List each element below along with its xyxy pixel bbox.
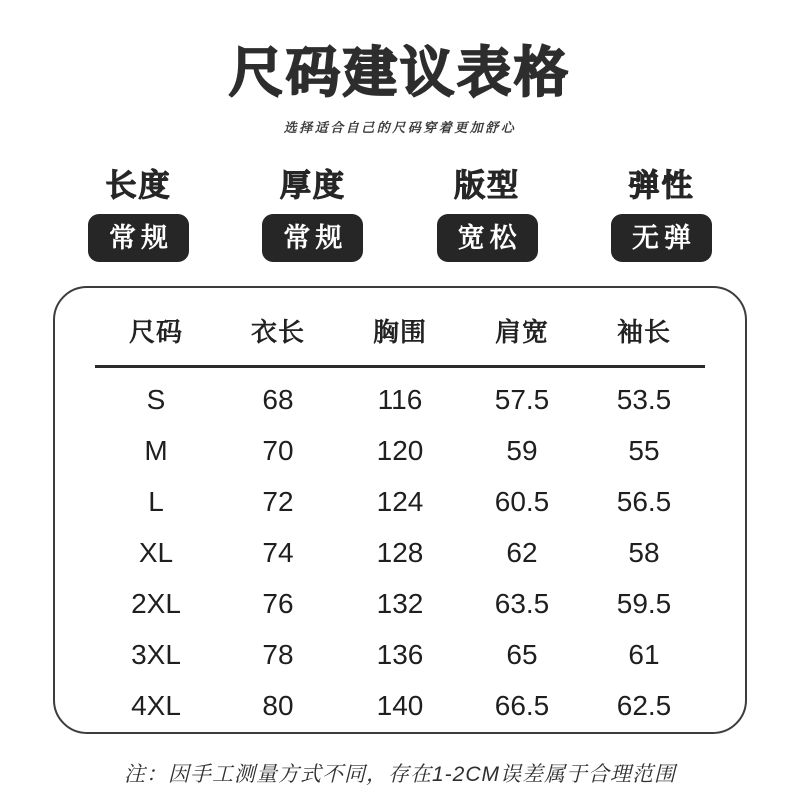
size-label-cell: XL (138, 537, 174, 569)
size-table-body (95, 367, 705, 732)
measurement-cell: 132 (376, 588, 424, 620)
size-table-header (95, 288, 705, 367)
size-label-cell: L (148, 486, 164, 518)
page-subtitle: 选择适合自己的尺码穿着更加舒心 (283, 120, 517, 135)
header-cell: 袖长 (583, 288, 705, 367)
measurement-cell: 53.5 (616, 384, 672, 416)
measurement-cell: 55 (628, 435, 660, 467)
measurement-cell: 66.5 (494, 690, 550, 722)
size-label-cell: M (144, 435, 168, 467)
size-label-cell: 4XL (131, 690, 181, 722)
attribute-label: 弹性 (628, 168, 695, 203)
measurement-cell: 120 (376, 435, 424, 467)
attribute-label: 版型 (454, 168, 521, 203)
measurement-cell: 80 (262, 690, 294, 722)
measurement-cell: 74 (262, 537, 294, 569)
attribute-label: 长度 (105, 168, 172, 203)
header-cell: 肩宽 (461, 288, 583, 367)
header-cell: 尺码 (95, 288, 217, 367)
measurement-cell: 136 (376, 639, 424, 671)
measurement-cell: 68 (262, 384, 294, 416)
attribute-group (611, 160, 712, 262)
table-row (95, 629, 705, 680)
measurement-cell: 116 (377, 384, 423, 416)
attribute-row (0, 160, 800, 262)
attribute-label: 厚度 (279, 168, 346, 203)
measurement-cell: 72 (262, 486, 294, 518)
measurement-cell: 59 (506, 435, 538, 467)
measurement-cell: 62 (506, 537, 538, 569)
attribute-group (88, 160, 189, 262)
measurement-cell: 78 (262, 639, 294, 671)
table-row (95, 680, 705, 731)
attribute-value-chip: 常规 (88, 214, 189, 262)
table-row (95, 476, 705, 527)
attribute-value-chip: 无弹 (611, 214, 712, 262)
measurement-cell: 124 (376, 486, 424, 518)
size-label-cell: 2XL (131, 588, 181, 620)
measurement-cell: 61 (628, 639, 660, 671)
measurement-cell: 57.5 (494, 384, 550, 416)
header-row (95, 288, 705, 367)
measurement-cell: 56.5 (616, 486, 672, 518)
size-table-card (53, 286, 747, 734)
measurement-cell: 65 (506, 639, 538, 671)
header-cell: 胸围 (339, 288, 461, 367)
size-label-cell: S (146, 384, 166, 416)
table-row (95, 527, 705, 578)
attribute-value-chip: 宽松 (437, 214, 538, 262)
measurement-cell: 140 (376, 690, 424, 722)
measurement-cell: 128 (376, 537, 424, 569)
table-row (95, 425, 705, 476)
table-row (95, 578, 705, 629)
measurement-cell: 76 (262, 588, 294, 620)
size-label-cell: 3XL (131, 639, 181, 671)
measurement-cell: 59.5 (616, 588, 672, 620)
measurement-note: 注：因手工测量方式不同，存在1-2CM误差属于合理范围 (123, 763, 676, 787)
page-title: 尺码建议表格 (229, 43, 571, 103)
attribute-group (262, 160, 363, 262)
measurement-cell: 62.5 (616, 690, 672, 722)
table-row (95, 367, 705, 426)
header-cell: 衣长 (217, 288, 339, 367)
measurement-cell: 63.5 (494, 588, 550, 620)
measurement-cell: 58 (628, 537, 660, 569)
measurement-cell: 60.5 (494, 486, 550, 518)
size-table (95, 288, 705, 731)
measurement-cell: 70 (262, 435, 294, 467)
attribute-group (437, 160, 538, 262)
attribute-value-chip: 常规 (262, 214, 363, 262)
